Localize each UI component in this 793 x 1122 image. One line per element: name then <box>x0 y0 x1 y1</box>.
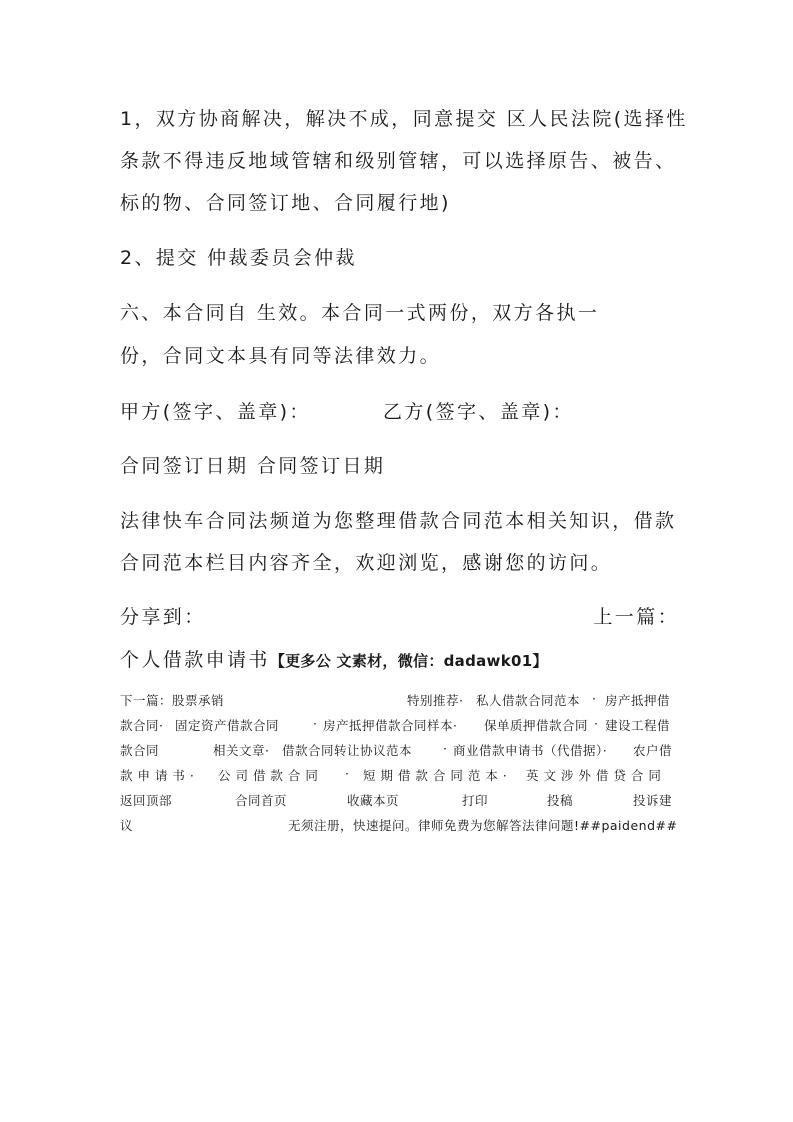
clause-1-line-2: 条款不得违反地域管辖和级别管辖，可以选择原告、被告、 <box>120 150 677 172</box>
rel-link-3[interactable]: 农户借 <box>633 743 673 758</box>
separator: · <box>594 716 599 731</box>
rec-link-2-cont[interactable]: 款合同· <box>120 718 164 733</box>
party-a-signature: 甲方(签字、盖章)： <box>120 401 311 423</box>
rel-link-5[interactable]: 短 期 借 款 合 同 范 本 · <box>363 768 508 783</box>
nav-complain[interactable]: 投诉建 <box>633 793 673 808</box>
intro-line-2: 合同范本栏目内容齐全，欢迎浏览，感谢您的访问。 <box>120 552 613 574</box>
nav-complain-cont[interactable]: 议 <box>120 818 134 833</box>
rec-link-1[interactable]: 私人借款合同范本 <box>476 693 581 708</box>
register-note: 无须注册，快速提问。律师免费为您解答法律问题!##paidend## <box>288 818 678 833</box>
rec-link-3[interactable]: 固定资产借款合同 <box>175 718 280 733</box>
rel-link-3-cont[interactable]: 款 申 请 书 · <box>120 768 195 783</box>
rec-link-6[interactable]: 建设工程借 <box>605 718 671 733</box>
next-article-link[interactable]: 下一篇：股票承销 <box>120 693 225 708</box>
separator: · <box>345 766 350 781</box>
related-label: 相关文章· <box>213 743 270 758</box>
prev-article-link[interactable]: 个人借款申请书 <box>120 649 270 671</box>
separator: · <box>592 691 597 706</box>
nav-back-to-top[interactable]: 返回顶部 <box>120 793 173 808</box>
prev-article-row <box>120 645 548 672</box>
prev-article-label: 上一篇： <box>593 606 679 628</box>
nav-bookmark[interactable]: 收藏本页 <box>347 793 400 808</box>
separator: · <box>443 741 448 756</box>
rel-link-1[interactable]: 借款合同转让协议范本 <box>282 743 413 758</box>
nav-contract-home[interactable]: 合同首页 <box>235 793 288 808</box>
intro-line-1: 法律快车合同法频道为您整理借款合同范本相关知识，借款 <box>120 510 677 532</box>
clause-1-line-1: 1，双方协商解决，解决不成，同意提交 区人民法院(选择性 <box>120 108 688 130</box>
rel-link-6[interactable]: 英 文 涉 外 借 贷 合 同 <box>526 768 662 783</box>
promo-text: 【更多公 文素材，微信：dadawk01】 <box>269 652 548 670</box>
rec-link-2[interactable]: 房产抵押借 <box>605 693 671 708</box>
clause-6-line-1: 六、本合同自 生效。本合同一式两份，双方各执一 <box>120 302 600 324</box>
recommend-label: 特别推荐· <box>407 693 464 708</box>
nav-submit[interactable]: 投稿 <box>547 793 574 808</box>
rec-link-4[interactable]: 房产抵押借款合同样本· <box>323 718 458 733</box>
rel-link-4[interactable]: 公 司 借 款 合 同 <box>218 768 319 783</box>
clause-6-line-2: 份，合同文本具有同等法律效力。 <box>120 345 442 367</box>
sign-dates: 合同签订日期 合同签订日期 <box>120 455 386 477</box>
clause-2: 2、提交 仲裁委员会仲裁 <box>120 247 357 269</box>
nav-print[interactable]: 打印 <box>462 793 489 808</box>
party-b-signature: 乙方(签字、盖章)： <box>383 401 574 423</box>
share-label[interactable]: 分享到： <box>120 606 206 628</box>
rel-link-2[interactable]: 商业借款申请书（代借据）· <box>453 743 608 758</box>
rec-link-6-cont[interactable]: 款合同 <box>120 743 160 758</box>
clause-1-line-3: 标的物、合同签订地、合同履行地) <box>120 192 451 214</box>
separator: · <box>313 716 318 731</box>
rec-link-5[interactable]: 保单质押借款合同 <box>484 718 589 733</box>
